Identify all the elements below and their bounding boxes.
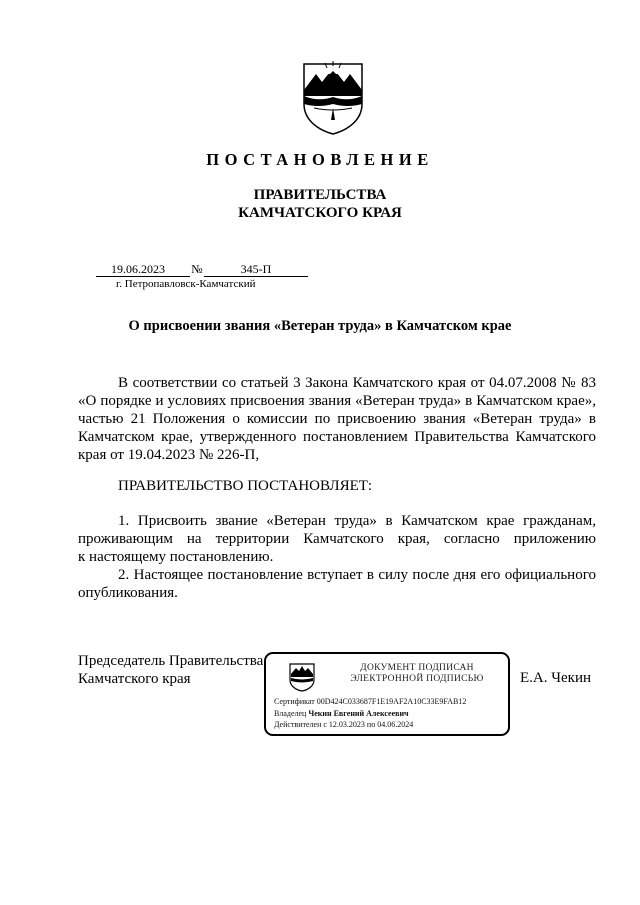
resolution-heading: ПРАВИТЕЛЬСТВО ПОСТАНОВЛЯЕТ:: [118, 478, 373, 494]
document-number: 345-П: [204, 262, 308, 277]
item-1-line: к настоящему постановлению.: [78, 549, 274, 565]
item-1-line: 1. Присвоить звание «Ветеран труда» в Камчатском крае гражданам,: [118, 513, 596, 529]
preamble-line: частью 21 Положения о комиссии по присвоению звания «Ветеран труда» в: [78, 411, 596, 427]
validity-from: 12.03.2023: [328, 720, 365, 729]
owner-label: Владелец: [274, 708, 307, 718]
certificate-value: 00D424C033687F1E19AF2A10C33E9FAB12: [316, 697, 467, 706]
emblem-icon: [288, 662, 316, 692]
preamble-paragraph: [78, 374, 596, 464]
preamble-line: В соответствии со статьей 3 Закона Камчатского края от 04.07.2008 № 83: [118, 375, 596, 391]
signer-name: Е.А. Чекин: [520, 670, 591, 686]
registration-line: [96, 262, 308, 277]
stamp-heading-line-2: ЭЛЕКТРОННОЙ ПОДПИСЬЮ: [350, 674, 484, 684]
validity-to-label: по: [366, 720, 376, 729]
issuing-authority: [0, 186, 640, 222]
document-city: г. Петропавловск-Камчатский: [116, 278, 256, 290]
document-subject: О присвоении звания «Ветеран труда» в Камчатском крае: [128, 318, 512, 334]
item-1-line: проживающим на территории Камчатского края, согласно приложению: [78, 531, 596, 547]
coat-of-arms-emblem: [298, 60, 368, 136]
certificate-label: Сертификат: [274, 697, 315, 706]
validity-to: 04.06.2024: [377, 720, 414, 729]
certificate-row: [274, 696, 466, 708]
validity-label: Действителен с: [274, 720, 327, 729]
item-2-line: опубликования.: [78, 585, 178, 601]
preamble-line: Камчатском крае, утвержденного постановлением Правительства Камчатского: [78, 429, 596, 445]
resolution-items: [78, 512, 596, 602]
item-2-line: 2. Настоящее постановление вступает в силу после дня его официального: [118, 567, 596, 583]
preamble-line: края от 19.04.2023 № 226-П,: [78, 447, 260, 463]
validity-row: [274, 719, 466, 731]
document-date: 19.06.2023: [96, 262, 180, 277]
authority-line-2: КАМЧАТСКОГО КРАЯ: [238, 205, 402, 221]
signer-title: [78, 652, 263, 688]
authority-line-1: ПРАВИТЕЛЬСТВА: [253, 187, 387, 203]
preamble-line: «О порядке и условиях присвоения звания «Ветеран труда» в Камчатском крае»,: [78, 393, 596, 409]
electronic-signature-stamp: [264, 652, 510, 736]
owner-value: Чекин Евгений Алексеевич: [308, 708, 409, 718]
number-sign: №: [191, 262, 203, 276]
document-type: ПОСТАНОВЛЕНИЕ: [206, 150, 434, 169]
stamp-details: [274, 696, 466, 731]
stamp-heading-line-1: ДОКУМЕНТ ПОДПИСАН: [360, 663, 474, 673]
stamp-heading: [334, 663, 500, 685]
signer-title-line-2: Камчатского края: [78, 671, 191, 687]
owner-row: [274, 708, 466, 720]
signer-title-line-1: Председатель Правительства: [78, 653, 264, 669]
